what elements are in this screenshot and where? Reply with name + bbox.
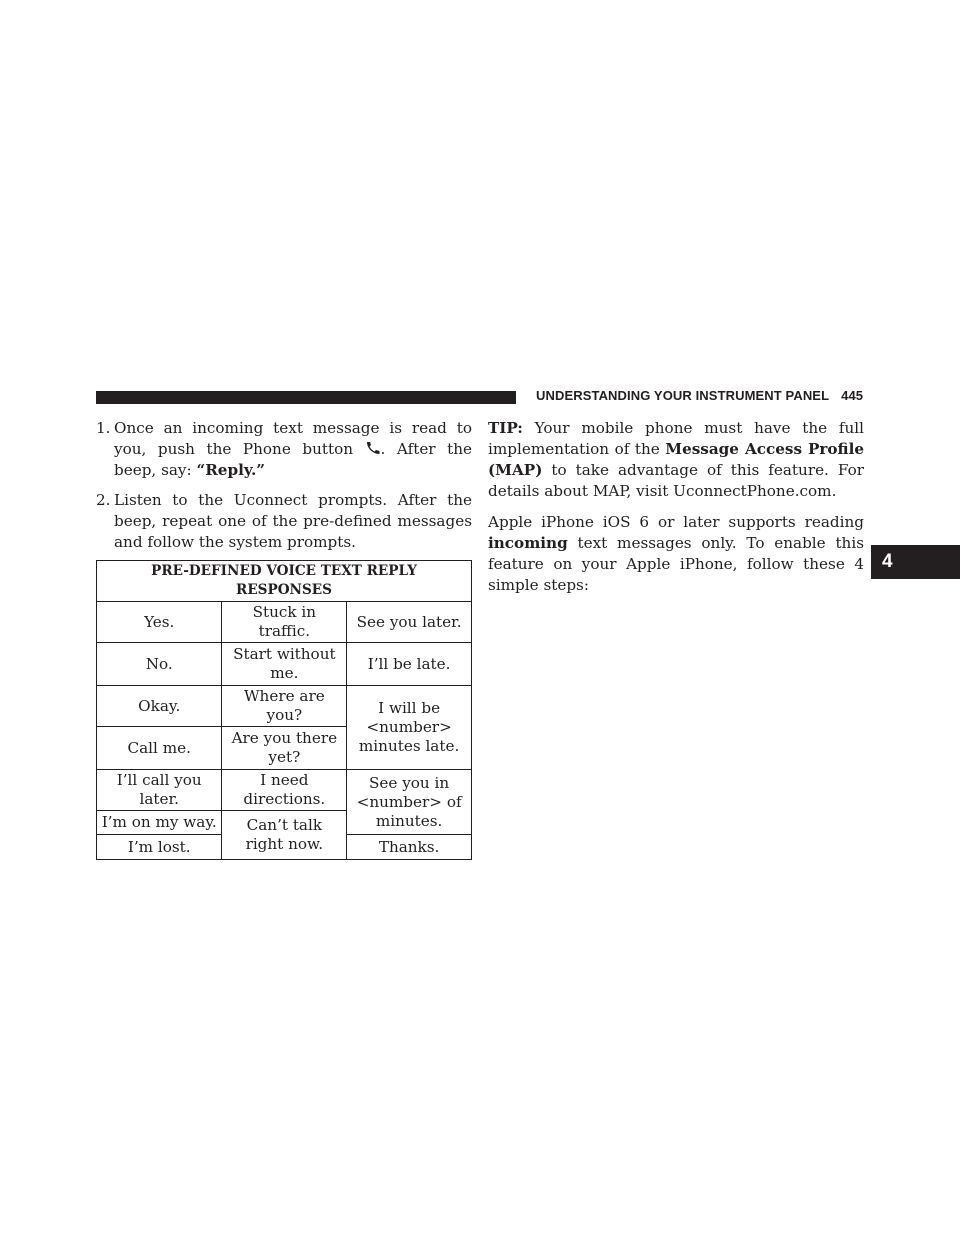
tip-bold: Message Access Profile (MAP) xyxy=(488,440,865,479)
header-rule xyxy=(96,391,516,404)
table-cell: Thanks. xyxy=(347,835,472,860)
running-header xyxy=(536,388,863,403)
step-text-part: Once an incoming text message is read to you, push the Phone button xyxy=(114,419,472,458)
table-cell: I’m lost. xyxy=(97,835,222,860)
tip-label: TIP: xyxy=(488,419,523,437)
table-cell: Can’t talk right now. xyxy=(222,811,347,860)
step-2 xyxy=(96,490,472,553)
reply-responses-table xyxy=(96,560,472,860)
step-text xyxy=(114,418,472,481)
right-column xyxy=(488,418,864,606)
table-cell: Start without me. xyxy=(222,643,347,686)
table-cell: Stuck in traffic. xyxy=(222,602,347,643)
step-number: 1. xyxy=(96,419,111,437)
phone-icon xyxy=(365,441,381,455)
step-text: Listen to the Uconnect prompts. After the beep, repeat one of the pre-defined messages and follow the system prompts. xyxy=(114,491,472,551)
table-cell: I’m on my way. xyxy=(97,811,222,835)
apple-text: text messages only. To enable this feature on your Apple iPhone, follow these 4 simple steps: xyxy=(488,534,864,594)
chapter-tab: 4 xyxy=(871,545,960,579)
page-number: 445 xyxy=(841,388,864,403)
step-number: 2. xyxy=(96,491,111,509)
step-1 xyxy=(96,418,472,481)
table-cell: Yes. xyxy=(97,602,222,643)
table-cell: I need directions. xyxy=(222,770,347,811)
tip-paragraph xyxy=(488,418,864,502)
left-column xyxy=(96,418,472,562)
table-cell: Are you there yet? xyxy=(222,727,347,770)
apple-bold: incoming xyxy=(488,534,568,552)
table-cell: See you later. xyxy=(347,602,472,643)
table-cell: Where are you? xyxy=(222,686,347,727)
table-cell: I’ll be late. xyxy=(347,643,472,686)
table-cell: See you in <number> of minutes. xyxy=(347,770,472,835)
table-cell: I’ll call you later. xyxy=(97,770,222,811)
table-cell: Okay. xyxy=(97,686,222,727)
table-cell: Call me. xyxy=(97,727,222,770)
table-cell: I will be <number> minutes late. xyxy=(347,686,472,770)
table-title: PRE-DEFINED VOICE TEXT REPLY RESPONSES xyxy=(97,561,472,602)
apple-text: Apple iPhone iOS 6 or later supports reading xyxy=(488,513,864,531)
step-text-part: . After the beep, say: xyxy=(114,440,472,479)
voice-command: “Reply.” xyxy=(196,461,265,479)
tip-text: Your mobile phone must have the full implementation of the xyxy=(488,419,864,458)
tip-text: to take advantage of this feature. For details about MAP, visit UconnectPhone.com. xyxy=(488,461,864,500)
table-cell: No. xyxy=(97,643,222,686)
header-title: UNDERSTANDING YOUR INSTRUMENT PANEL xyxy=(536,388,830,403)
apple-paragraph xyxy=(488,512,864,596)
